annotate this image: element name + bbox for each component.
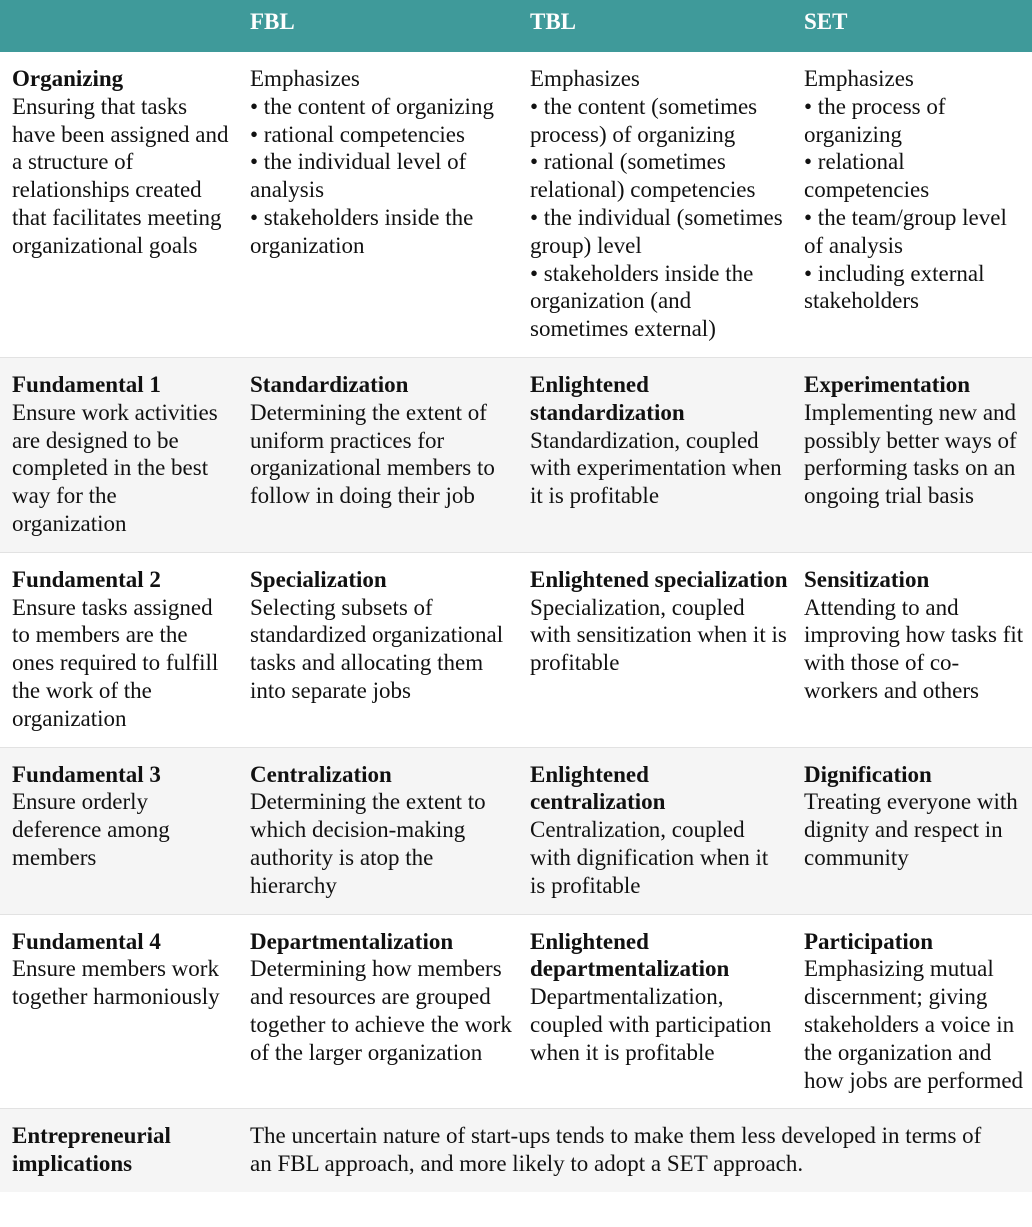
row-description: Ensure tasks assigned to members are the ones required to fulfill the work of the organization	[12, 594, 219, 731]
fundamental-label-cell	[0, 747, 238, 914]
cell-text: Selecting subsets of standardized organizational tasks and allocating them into separate jobs	[250, 594, 504, 703]
organizing-row	[0, 52, 1032, 357]
cell-title: Dignification	[804, 761, 932, 787]
row-label: Fundamental 1	[12, 371, 161, 397]
implications-label-cell	[0, 1109, 238, 1192]
fundamental-label-cell	[0, 914, 238, 1109]
organizing-label-cell	[0, 52, 238, 357]
tbl-cell	[518, 357, 792, 552]
fundamental-label-cell	[0, 357, 238, 552]
fbl-cell	[238, 914, 518, 1109]
cell-intro: Emphasizes	[530, 66, 640, 91]
organizing-set-cell	[792, 52, 1032, 357]
fbl-cell	[238, 747, 518, 914]
organizing-fbl-cell	[238, 52, 518, 357]
cell-intro: Emphasizes	[250, 66, 360, 91]
cell-title: Enlightened departmentalization	[530, 928, 730, 982]
set-cell	[792, 357, 1032, 552]
bullet-item: • the individual (sometimes group) level	[530, 204, 783, 258]
implications-text-cell	[238, 1109, 1032, 1192]
bullet-item: • rational (sometimes relational) competencies	[530, 149, 756, 203]
fundamental-4-row	[0, 914, 1032, 1109]
cell-text: Specialization, coupled with sensitization when it is profitable	[530, 594, 787, 676]
cell-title: Enlightened standardization	[530, 371, 685, 425]
cell-title: Departmentalization	[250, 928, 454, 954]
fbl-cell	[238, 552, 518, 747]
header-tbl: TBL	[530, 9, 577, 34]
bullet-item: • stakeholders inside the organization (and sometimes external)	[530, 260, 754, 342]
cell-text: Emphasizing mutual discernment; giving stakeholders a voice in the organization and how jobs are performed	[804, 956, 1024, 1093]
bullet-item: • including external stakeholders	[804, 260, 985, 314]
cell-text: Determining the extent to which decision-making authority is atop the hierarchy	[250, 789, 486, 898]
bullet-item: • rational competencies	[250, 121, 465, 147]
header-set: SET	[804, 9, 848, 34]
row-label: Fundamental 4	[12, 928, 161, 954]
implications-row	[0, 1109, 1032, 1192]
cell-title: Enlightened specialization	[530, 566, 788, 592]
cell-intro: Emphasizes	[804, 66, 914, 91]
tbl-cell	[518, 747, 792, 914]
header-blank	[0, 0, 238, 52]
fbl-cell	[238, 357, 518, 552]
cell-title: Experimentation	[804, 371, 971, 397]
header-fbl: FBL	[250, 9, 295, 34]
row-label: Fundamental 2	[12, 566, 161, 592]
fundamental-1-row	[0, 357, 1032, 552]
bullet-item: • the content (sometimes process) of organizing	[530, 93, 758, 147]
cell-text: Departmentalization, coupled with participation when it is profitable	[530, 984, 772, 1065]
fundamental-2-row	[0, 552, 1032, 747]
cell-text: Determining the extent of uniform practices for organizational members to follow in doing their job	[250, 399, 495, 509]
cell-title: Sensitization	[804, 566, 930, 592]
row-label: Organizing	[12, 66, 124, 91]
header-row	[0, 0, 1032, 52]
cell-text: Treating everyone with dignity and respect in community	[804, 789, 1018, 870]
tbl-cell	[518, 914, 792, 1109]
bullet-item: • the individual level of analysis	[250, 149, 467, 203]
row-description: Ensure members work together harmoniously	[12, 956, 220, 1010]
tbl-cell	[518, 552, 792, 747]
row-description: Ensuring that tasks have been assigned and a structure of relationships created that facilitates meeting organizational goals	[12, 93, 229, 258]
row-description: Ensure orderly deference among members	[12, 789, 170, 870]
row-description: Ensure work activities are designed to be completed in the best way for the organization	[12, 399, 218, 536]
cell-text: Standardization, coupled with experimentation when it is profitable	[530, 427, 782, 509]
cell-title: Standardization	[250, 371, 409, 397]
cell-title: Specialization	[250, 566, 387, 592]
fundamental-3-row	[0, 747, 1032, 914]
cell-title: Participation	[804, 928, 934, 954]
fundamental-label-cell	[0, 552, 238, 747]
cell-title: Enlightened centralization	[530, 761, 666, 815]
cell-text: Centralization, coupled with dignification when it is profitable	[530, 817, 769, 898]
bullet-item: • relational competencies	[804, 149, 930, 203]
set-cell	[792, 747, 1032, 914]
bullet-item: • the process of organizing	[804, 93, 946, 147]
cell-text: Attending to and improving how tasks fit with those of co-workers and others	[804, 594, 1024, 703]
organizing-tbl-cell	[518, 52, 792, 357]
row-label: Entrepreneurial implications	[12, 1123, 171, 1177]
set-cell	[792, 552, 1032, 747]
implications-text: The uncertain nature of start-ups tends to make them less developed in terms of an FBL approach, and more likely to adopt a SET approach.	[250, 1123, 982, 1177]
bullet-item: • the content of organizing	[250, 93, 494, 119]
cell-text: Determining how members and resources are grouped together to achieve the work of the larger organization	[250, 956, 512, 1065]
bullet-item: • the team/group level of analysis	[804, 204, 1007, 258]
set-cell	[792, 914, 1032, 1109]
row-label: Fundamental 3	[12, 761, 161, 787]
cell-title: Centralization	[250, 761, 392, 787]
bullet-item: • stakeholders inside the organization	[250, 204, 474, 258]
cell-text: Implementing new and possibly better ways of performing tasks on an ongoing trial basis	[804, 399, 1017, 509]
